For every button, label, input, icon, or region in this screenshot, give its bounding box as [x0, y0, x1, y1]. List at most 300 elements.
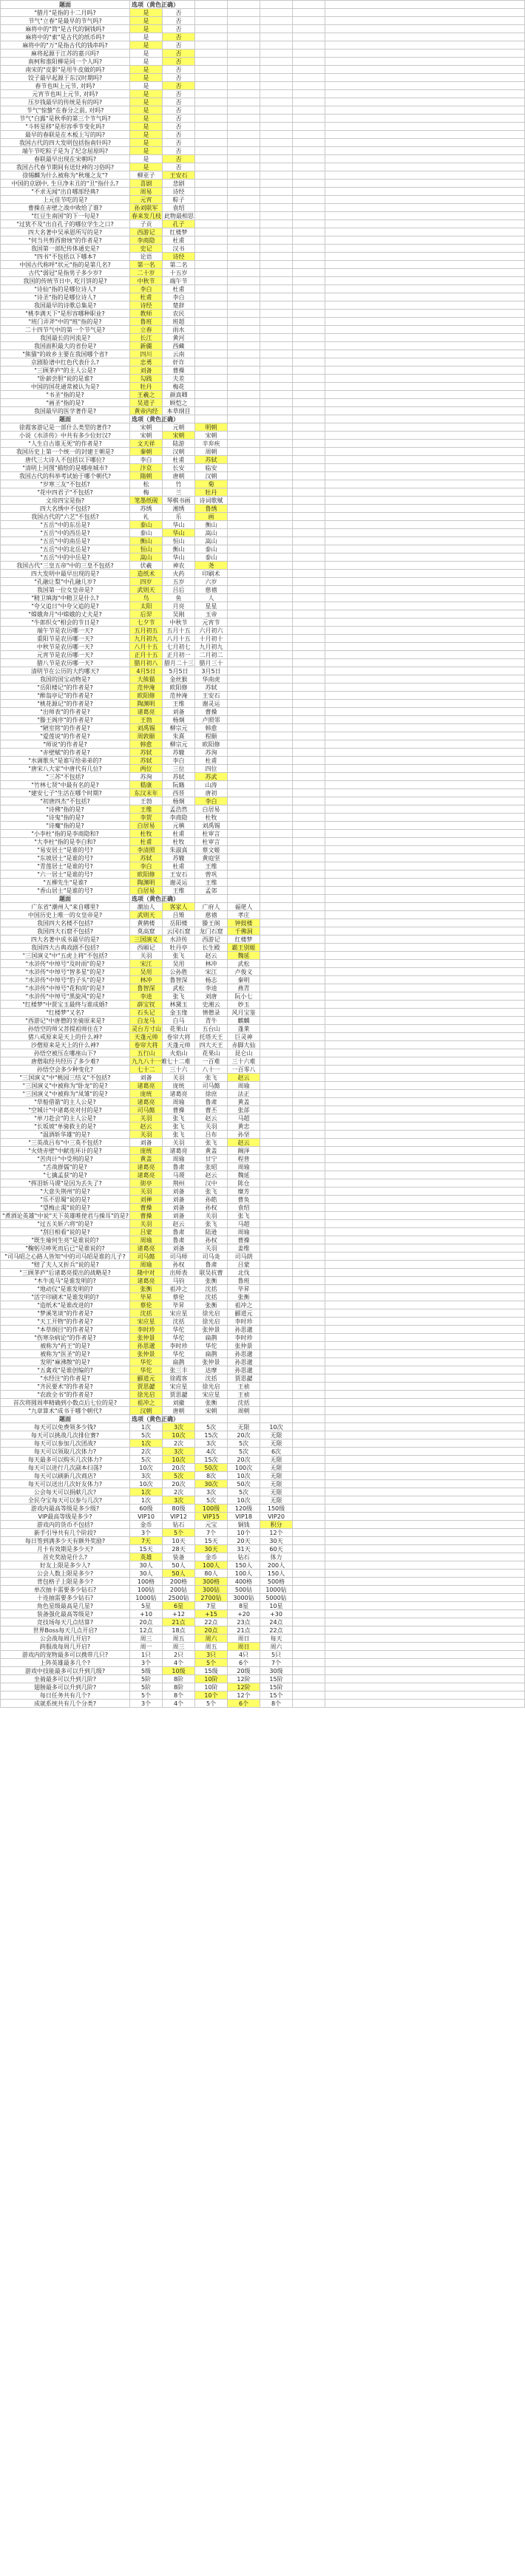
answer-cell: 沈括 [195, 1285, 228, 1293]
answer-cell-correct: 50人 [163, 1570, 195, 1578]
answer-cell: 沈括 [195, 1374, 228, 1383]
empty-cell [293, 1691, 325, 1700]
question-cell: 跨服战每周几开启? [1, 1643, 130, 1651]
empty-cell [195, 188, 228, 196]
answer-cell-correct: 勾践 [130, 375, 163, 383]
answer-cell-correct: 五行山 [130, 1049, 163, 1057]
answer-cell-correct: 华山 [163, 529, 195, 537]
empty-cell [293, 1220, 325, 1228]
answer-cell: 马超 [228, 1220, 260, 1228]
empty-cell [293, 1131, 325, 1139]
empty-cell [195, 1415, 228, 1423]
empty-cell [325, 1334, 525, 1342]
empty-cell [293, 342, 325, 350]
empty-cell [293, 33, 325, 41]
empty-cell [293, 919, 325, 927]
answer-cell: 刘备 [163, 1244, 195, 1253]
empty-cell [293, 944, 325, 952]
question-row [1, 1691, 525, 1700]
empty-cell [293, 1171, 325, 1179]
empty-cell [325, 1139, 525, 1147]
empty-cell [293, 1537, 325, 1545]
empty-cell [325, 700, 525, 708]
empty-cell [325, 432, 525, 440]
empty-cell [325, 749, 525, 757]
answer-cell-correct: 李逵 [130, 992, 163, 1001]
question-cell: "花中四君子"不包括? [1, 488, 130, 497]
answer-cell-correct: 苏轼 [130, 757, 163, 765]
answer-cell-correct: 隆中对 [130, 1269, 163, 1277]
answer-cell: 5只 [260, 1651, 293, 1659]
empty-cell [325, 326, 525, 334]
answer-cell: 阮籍 [163, 781, 195, 789]
question-cell: "画圣"指的是? [1, 399, 130, 407]
empty-cell [325, 236, 525, 245]
empty-cell [325, 1431, 525, 1439]
answer-cell-correct: 关羽 [130, 1188, 163, 1196]
question-row [1, 367, 525, 375]
question-cell: 我国的传统节日中, 吃月饼的是? [1, 277, 130, 285]
question-row [1, 58, 525, 66]
question-cell: 我国第一位女皇帝是? [1, 586, 130, 594]
answer-cell: 张衡 [228, 1293, 260, 1301]
question-row [1, 1326, 525, 1334]
question-cell: 装备强化最高等级是? [1, 1610, 130, 1618]
empty-cell [228, 293, 260, 301]
answer-cell: 黄河 [163, 334, 195, 342]
empty-cell [325, 537, 525, 545]
question-row [1, 180, 525, 188]
empty-cell [228, 643, 260, 651]
empty-cell [228, 700, 260, 708]
empty-cell [293, 1350, 325, 1358]
answer-cell: 是 [130, 50, 163, 58]
empty-cell [325, 456, 525, 464]
answer-cell: 孟浩然 [163, 805, 195, 814]
question-cell: "齐民要术"的作者是? [1, 1383, 130, 1391]
empty-cell [325, 196, 525, 204]
empty-cell [195, 33, 228, 41]
answer-cell: 孙权 [195, 1204, 228, 1212]
answer-cell: 唐朝 [163, 472, 195, 480]
empty-cell [293, 1366, 325, 1374]
answer-cell: 否 [163, 115, 195, 123]
question-row [1, 383, 525, 391]
question-row [1, 724, 525, 732]
question-row [1, 1439, 525, 1448]
answer-cell-correct: 石头记 [130, 1009, 163, 1017]
question-cell: "五禽戏"是谁创编的? [1, 1366, 130, 1374]
answer-cell-correct: 卷帘大将 [130, 1041, 163, 1049]
answer-cell-correct: 曹操 [130, 1204, 163, 1212]
answer-cell: 司马师 [163, 1253, 195, 1261]
answer-cell-correct: 关羽 [130, 1131, 163, 1139]
empty-cell [260, 228, 293, 236]
answer-cell-correct: 大熊猫 [130, 675, 163, 684]
empty-cell [228, 879, 260, 887]
empty-cell [293, 1163, 325, 1171]
question-row [1, 1090, 525, 1098]
question-row [1, 1017, 525, 1025]
empty-cell [228, 82, 260, 90]
empty-cell [260, 1391, 293, 1399]
empty-cell [228, 594, 260, 602]
answer-cell: 张三丰 [163, 1366, 195, 1374]
empty-cell [325, 488, 525, 497]
question-row [1, 1618, 525, 1626]
answer-cell-correct: 七夕节 [130, 619, 163, 627]
empty-cell [325, 41, 525, 50]
answer-cell: 12阶 [228, 1675, 260, 1683]
answer-cell: 关羽 [163, 1139, 195, 1147]
question-row [1, 1074, 525, 1082]
answer-cell: 150级 [260, 1505, 293, 1513]
empty-cell [260, 1163, 293, 1171]
question-cell: 四大名著中吴承恩所写的是? [1, 228, 130, 236]
empty-cell [325, 862, 525, 870]
question-cell: 坐骑最多可以升到几阶? [1, 1675, 130, 1683]
answer-cell: 宋应星 [195, 1391, 228, 1399]
answer-cell: 托塔天王 [195, 1033, 228, 1041]
answer-cell: 郦道元 [228, 1309, 260, 1318]
empty-cell [260, 992, 293, 1001]
empty-cell [293, 1626, 325, 1635]
empty-cell [293, 952, 325, 960]
answer-cell-correct: 尧 [195, 562, 228, 570]
empty-cell [293, 732, 325, 740]
empty-cell [293, 797, 325, 805]
empty-cell [293, 115, 325, 123]
empty-cell [325, 1488, 525, 1496]
empty-cell [325, 1350, 525, 1358]
empty-cell [325, 33, 525, 41]
answer-cell: 林黛玉 [163, 1001, 195, 1009]
answer-cell-correct: 宋江 [130, 960, 163, 968]
empty-cell [195, 375, 228, 383]
empty-cell [293, 1659, 325, 1667]
question-cell: "过犹不及"出自孔子的哪位学生之口? [1, 220, 130, 228]
answer-cell: 20级 [228, 1667, 260, 1675]
question-row [1, 1082, 525, 1090]
answer-cell-correct: 关羽 [130, 1220, 163, 1228]
empty-cell [228, 838, 260, 846]
empty-cell [260, 675, 293, 684]
empty-cell [195, 41, 228, 50]
question-row [1, 1399, 525, 1407]
question-row [1, 1163, 525, 1171]
answer-cell: 颜真卿 [163, 391, 195, 399]
empty-cell [325, 1383, 525, 1391]
answer-cell: 张仲景 [195, 1358, 228, 1366]
answer-cell: 5次 [130, 1456, 163, 1464]
empty-cell [195, 131, 228, 139]
answer-cell: 甘宁 [195, 1155, 228, 1163]
empty-cell [325, 1236, 525, 1244]
question-cell: "诗仙"指的是哪位诗人? [1, 285, 130, 293]
empty-cell [228, 17, 260, 25]
empty-cell [293, 326, 325, 334]
question-cell: "水浒传"中绰号"黑旋风"的是? [1, 992, 130, 1001]
answer-cell: 5000钻 [260, 1594, 293, 1602]
answer-cell: 麒麟 [228, 1017, 260, 1025]
question-row [1, 879, 525, 887]
empty-cell [325, 448, 525, 456]
answer-cell-correct: 30次 [195, 1480, 228, 1488]
empty-cell [325, 505, 525, 513]
empty-cell [228, 269, 260, 277]
answer-cell-correct: 20点 [195, 1626, 228, 1635]
question-row [1, 968, 525, 976]
empty-cell [260, 472, 293, 480]
empty-cell [260, 285, 293, 293]
empty-cell [195, 228, 228, 236]
answer-cell: 10星 [260, 1602, 293, 1610]
empty-cell [260, 82, 293, 90]
empty-cell [228, 253, 260, 261]
answer-cell: 10天 [163, 1537, 195, 1545]
empty-cell [260, 594, 293, 602]
empty-cell [260, 115, 293, 123]
answer-cell-correct: 3只 [195, 1651, 228, 1659]
answer-cell-correct: 王勃 [130, 716, 163, 724]
answer-cell: 黄庭坚 [195, 854, 228, 862]
answer-cell: 3个 [130, 1659, 163, 1667]
empty-cell [325, 1, 525, 9]
empty-cell [325, 383, 525, 391]
empty-cell [293, 1700, 325, 1708]
empty-cell [228, 310, 260, 318]
answer-cell-correct: 泰山 [130, 521, 163, 529]
empty-cell [325, 1675, 525, 1683]
question-cell: 重阳节是农历哪一天? [1, 635, 130, 643]
answer-cell: 15阶 [260, 1675, 293, 1683]
empty-cell [293, 1439, 325, 1448]
answer-cell-correct: 是 [130, 25, 163, 33]
answer-cell: 5级 [130, 1667, 163, 1675]
question-cell: "红楼梦"又名? [1, 1009, 130, 1017]
answer-cell: 唐朝 [163, 1407, 195, 1415]
answer-cell: 徐光启 [195, 1383, 228, 1391]
question-cell: 游戏内的货币不包括? [1, 1521, 130, 1529]
answer-cell: 是 [130, 155, 163, 163]
answer-cell-correct: 是 [130, 139, 163, 147]
empty-cell [325, 66, 525, 74]
answer-cell: 杜审言 [195, 838, 228, 846]
question-cell: 每天可以进行几次副本扫荡? [1, 1464, 130, 1472]
answer-cell: 李时珍 [228, 1318, 260, 1326]
answer-cell-correct: 周日 [228, 1643, 260, 1651]
answer-cell: 陈仓 [228, 1179, 260, 1188]
empty-cell [228, 350, 260, 358]
answer-cell-correct: 二十岁 [130, 269, 163, 277]
empty-cell [260, 407, 293, 415]
empty-cell [325, 635, 525, 643]
answer-cell: 5次 [228, 1488, 260, 1496]
answer-cell-correct: 300钻 [195, 1586, 228, 1594]
answer-cell: 是 [130, 58, 163, 66]
answer-cell-correct: 明朝 [195, 423, 228, 432]
empty-cell [293, 375, 325, 383]
answer-cell-correct: 5个 [195, 1659, 228, 1667]
empty-cell [325, 212, 525, 220]
empty-cell [228, 870, 260, 879]
answer-cell: 20点 [130, 1618, 163, 1626]
empty-cell [325, 1570, 525, 1578]
answer-cell: 西藏 [163, 342, 195, 350]
question-cell: 我国古代"三皇五帝"中的三皇不包括? [1, 562, 130, 570]
answer-cell: 正月初一 [163, 651, 195, 659]
answer-cell: 柳宗元 [163, 740, 195, 749]
answer-cell: 吕后 [163, 586, 195, 594]
question-row [1, 1025, 525, 1033]
answer-cell-correct: 孙思邈 [130, 1342, 163, 1350]
empty-cell [293, 1041, 325, 1049]
answer-cell: 沈括 [228, 1399, 260, 1407]
answer-cell-correct: 华佗 [130, 1366, 163, 1374]
empty-cell [293, 1179, 325, 1188]
empty-cell [260, 131, 293, 139]
empty-cell [325, 562, 525, 570]
answer-cell: 杨志 [195, 976, 228, 984]
empty-cell [260, 277, 293, 285]
answer-cell: 白马 [163, 1017, 195, 1025]
empty-cell [260, 50, 293, 58]
empty-cell [195, 293, 228, 301]
answer-cell-correct: 八月十五 [130, 643, 163, 651]
answer-cell: 选项（黄色正确） [130, 1415, 163, 1423]
answer-cell: 钻石 [163, 1521, 195, 1529]
empty-cell [195, 236, 228, 245]
answer-cell: 月亮 [163, 602, 195, 610]
empty-cell [325, 285, 525, 293]
answer-cell: 三十六 [163, 1066, 195, 1074]
empty-cell [293, 805, 325, 814]
answer-cell-correct: 华佗 [130, 1358, 163, 1366]
empty-cell [260, 903, 293, 911]
question-row [1, 1529, 525, 1537]
question-row [1, 423, 525, 432]
empty-cell [228, 570, 260, 578]
empty-cell [325, 927, 525, 936]
question-cell: 每天可以刷新几次商店? [1, 1472, 130, 1480]
answer-cell-correct: 2700钻 [195, 1594, 228, 1602]
question-row [1, 846, 525, 854]
answer-cell: 10次 [228, 1496, 260, 1505]
answer-cell-correct: 东汉末年 [130, 789, 163, 797]
section-header-row [1, 1, 525, 9]
question-cell: "五岳"中的西岳是? [1, 529, 130, 537]
empty-cell [228, 90, 260, 98]
answer-cell: 10次 [228, 1472, 260, 1480]
answer-cell: 赵云 [163, 1220, 195, 1228]
answer-cell: 火焰山 [163, 1049, 195, 1057]
empty-cell [228, 74, 260, 82]
question-cell: "九章算术"成书于哪个朝代? [1, 1407, 130, 1415]
empty-cell [195, 253, 228, 261]
empty-cell [260, 261, 293, 269]
empty-cell [228, 204, 260, 212]
answer-cell: +10 [130, 1610, 163, 1618]
question-row [1, 1513, 525, 1521]
answer-cell-correct: 九九八十一难 [130, 1057, 163, 1066]
empty-cell [325, 163, 525, 171]
empty-cell [325, 960, 525, 968]
question-row [1, 562, 525, 570]
answer-cell: 青牛 [195, 1017, 228, 1025]
empty-cell [293, 1188, 325, 1196]
answer-cell-correct: 李商隐 [130, 236, 163, 245]
empty-cell [293, 830, 325, 838]
answer-cell-correct: 6星 [163, 1602, 195, 1610]
empty-cell [260, 180, 293, 188]
answer-cell: 王勃 [130, 797, 163, 805]
answer-cell: 刘徽 [163, 1399, 195, 1407]
question-cell: "出师表"的作者是? [1, 708, 130, 716]
empty-cell [228, 342, 260, 350]
empty-cell [228, 375, 260, 383]
question-cell: 每日任务共有几个? [1, 1691, 130, 1700]
answer-cell: 5个 [195, 1700, 228, 1708]
answer-cell: 30人 [130, 1561, 163, 1570]
question-row [1, 1171, 525, 1179]
question-cell: 孙悟空的师父菩提祖师住在? [1, 1025, 130, 1033]
question-cell: 每天可以送出几次好友体力? [1, 1480, 130, 1488]
empty-cell [260, 619, 293, 627]
empty-cell [228, 407, 260, 415]
answer-cell-correct: 100人 [195, 1561, 228, 1570]
answer-cell: 无限 [260, 1439, 293, 1448]
empty-cell [260, 236, 293, 245]
answer-cell: 一百零八 [228, 1066, 260, 1074]
question-row [1, 220, 525, 228]
answer-cell: 慈禧 [195, 911, 228, 919]
question-row [1, 1366, 525, 1374]
empty-cell [260, 25, 293, 33]
empty-cell [293, 992, 325, 1001]
answer-cell: 华佗 [163, 1334, 195, 1342]
answer-cell-correct: 100级 [195, 1505, 228, 1513]
empty-cell [325, 627, 525, 635]
empty-cell [325, 659, 525, 667]
empty-cell [325, 903, 525, 911]
answer-cell: 3月5日 [195, 667, 228, 675]
answer-cell-correct: 5个 [163, 1529, 195, 1537]
question-cell: 节气"白露"是秋季的第三个节气吗? [1, 115, 130, 123]
answer-cell: 红楼梦 [163, 228, 195, 236]
question-cell: 公会每天可以捐献几次? [1, 1488, 130, 1496]
answer-cell: 张飞 [195, 1074, 228, 1082]
empty-cell [325, 1220, 525, 1228]
empty-cell [325, 944, 525, 952]
answer-cell-correct: 是 [130, 163, 163, 171]
empty-cell [325, 171, 525, 180]
answer-cell-correct: 鲁智深 [130, 984, 163, 992]
question-cell: 徐霞客游记是一部什么类型的著作? [1, 423, 130, 432]
answer-cell: 50次 [228, 1480, 260, 1488]
section-header-row [1, 415, 525, 423]
empty-cell [293, 1488, 325, 1496]
empty-cell [325, 651, 525, 659]
answer-cell-correct: 积分 [260, 1521, 293, 1529]
empty-cell [325, 1366, 525, 1374]
answer-cell: 魏延 [228, 1171, 260, 1179]
empty-cell [293, 1326, 325, 1334]
question-row [1, 139, 525, 147]
question-row [1, 1131, 525, 1139]
answer-cell: 否 [163, 66, 195, 74]
empty-cell [260, 293, 293, 301]
empty-cell [325, 1374, 525, 1383]
